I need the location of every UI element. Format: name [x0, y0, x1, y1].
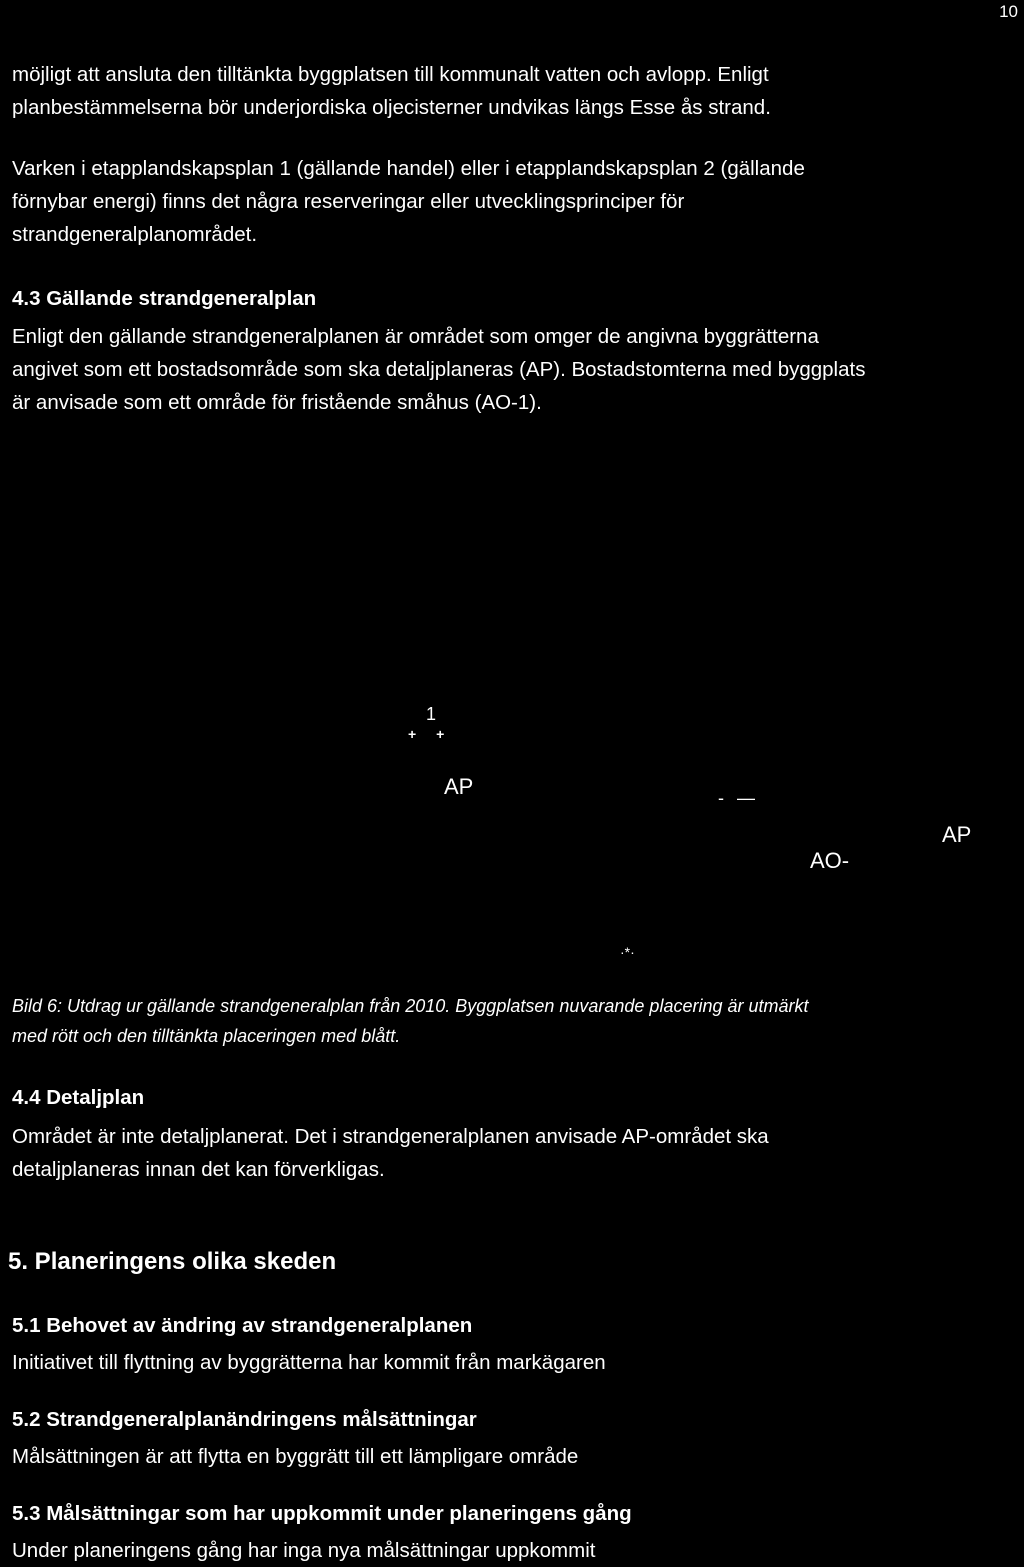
landscape-line: förnybar energi) finns det några reserveringar eller utvecklingsprinciper för	[12, 190, 685, 213]
section-4-3-body	[12, 320, 865, 419]
intro-paragraph	[12, 58, 771, 124]
intro-line: planbestämmelserna bör underjordiska oljecisterner undvikas längs Esse ås strand.	[12, 96, 771, 119]
section-5-2-heading: 5.2 Strandgeneralplanändringens målsättningar	[12, 1408, 477, 1431]
map-label-ao: AO-	[810, 848, 850, 873]
landscape-line: Varken i etapplandskapsplan 1 (gällande handel) eller i etapplandskapsplan 2 (gällande	[12, 157, 805, 180]
intro-line: möjligt att ansluta den tilltänkta byggplatsen till kommunalt vatten och avlopp. Enligt	[12, 63, 769, 86]
caption-line: med rött och den tilltänkta placeringen med blått.	[12, 1026, 401, 1046]
section-5-1-heading: 5.1 Behovet av ändring av strandgeneralplanen	[12, 1314, 473, 1337]
map-corner-mark: ·*·	[620, 944, 635, 960]
figure-caption	[12, 991, 809, 1051]
map-label-ap-right: AP	[942, 822, 972, 847]
section-5-heading: 5. Planeringens olika skeden	[8, 1248, 337, 1275]
caption-line: Bild 6: Utdrag ur gällande strandgeneralplan från 2010. Byggplatsen nuvarande placering är utmärkt	[12, 996, 809, 1016]
section-4-4-line: detaljplaneras innan det kan förverkligas.	[12, 1158, 385, 1181]
section-4-3-heading: 4.3 Gällande strandgeneralplan	[12, 287, 317, 310]
section-5-1-text: Initiativet till flyttning av byggrätterna har kommit från markägaren	[12, 1351, 606, 1374]
section-4-3-line: Enligt den gällande strandgeneralplanen är området som omger de angivna byggrätterna	[12, 325, 819, 348]
section-4-4-heading: 4.4 Detaljplan	[12, 1086, 145, 1109]
section-4-3-line: är anvisade som ett område för fristående småhus (AO-1).	[12, 391, 542, 414]
map-marker-plus: + +	[408, 726, 453, 742]
section-5-3-heading: 5.3 Målsättningar som har uppkommit under planeringens gång	[12, 1502, 632, 1525]
section-4-4-body	[12, 1120, 769, 1186]
map-label-1: 1	[426, 704, 437, 724]
plan-map-figure	[0, 430, 1024, 990]
landscape-line: strandgeneralplanområdet.	[12, 223, 258, 246]
section-5-2-text: Målsättningen är att flytta en byggrätt till ett lämpligare område	[12, 1445, 579, 1468]
section-4-3-line: angivet som ett bostadsområde som ska detaljplaneras (AP). Bostadstomterna med byggplats	[12, 358, 866, 381]
page-number: 10	[999, 2, 1018, 21]
landscape-plan-paragraph	[12, 152, 805, 251]
section-5-3-text: Under planeringens gång har inga nya målsättningar uppkommit	[12, 1539, 596, 1562]
map-dash-mark: - —	[718, 788, 759, 808]
section-4-4-line: Området är inte detaljplanerat. Det i strandgeneralplanen anvisade AP-området ska	[12, 1125, 769, 1148]
map-label-ap-left: AP	[444, 774, 474, 799]
